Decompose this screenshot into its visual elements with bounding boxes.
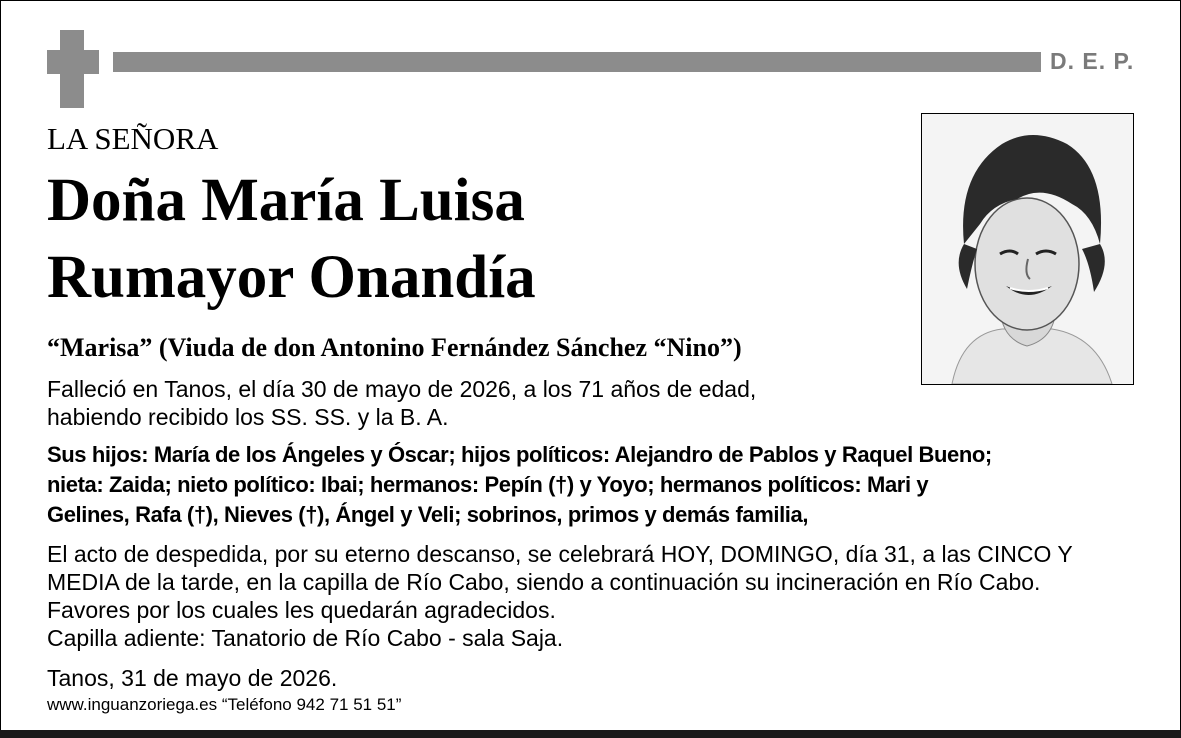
- ceremony-line: Capilla adiente: Tanatorio de Río Cabo - sala Saja.: [47, 625, 564, 651]
- portrait-image: [922, 114, 1133, 384]
- ceremony-line: MEDIA de la tarde, en la capilla de Río Cabo, siendo a continuación su incineración en Río Cabo.: [47, 569, 1041, 595]
- header-rule: [113, 52, 1041, 72]
- family-line: nieta: Zaida; nieto político: Ibai; hermanos: Pepín (†) y Yoyo; hermanos políticos: Mari y: [47, 472, 929, 497]
- nickname-line: “Marisa” (Viuda de don Antonino Fernández Sánchez “Nino”): [47, 333, 742, 362]
- deceased-name-line2: Rumayor Onandía: [47, 244, 536, 311]
- ceremony-line: El acto de despedida, por su eterno descanso, se celebrará HOY, DOMINGO, día 31, a las CINCO Y: [47, 541, 1073, 567]
- contact-line: www.inguanzoriega.es “Teléfono 942 71 51 51”: [47, 695, 402, 714]
- honorific: LA SEÑORA: [47, 121, 219, 156]
- death-line: habiendo recibido los SS. SS. y la B. A.: [47, 404, 449, 430]
- ceremony-line: Favores por los cuales les quedarán agradecidos.: [47, 597, 556, 623]
- deceased-name-line1: Doña María Luisa: [47, 167, 525, 234]
- death-line: Falleció en Tanos, el día 30 de mayo de 2026, a los 71 años de edad,: [47, 376, 757, 402]
- date-place: Tanos, 31 de mayo de 2026.: [47, 665, 338, 691]
- cross-icon-bar: [47, 50, 99, 74]
- family-line: Gelines, Rafa (†), Nieves (†), Ángel y Veli; sobrinos, primos y demás familia,: [47, 502, 809, 527]
- portrait-photo: [921, 113, 1134, 385]
- bottom-rule: [0, 730, 1181, 738]
- family-line: Sus hijos: María de los Ángeles y Óscar; hijos políticos: Alejandro de Pablos y Raquel Bueno;: [47, 442, 992, 467]
- dep-label: D. E. P.: [1050, 48, 1135, 74]
